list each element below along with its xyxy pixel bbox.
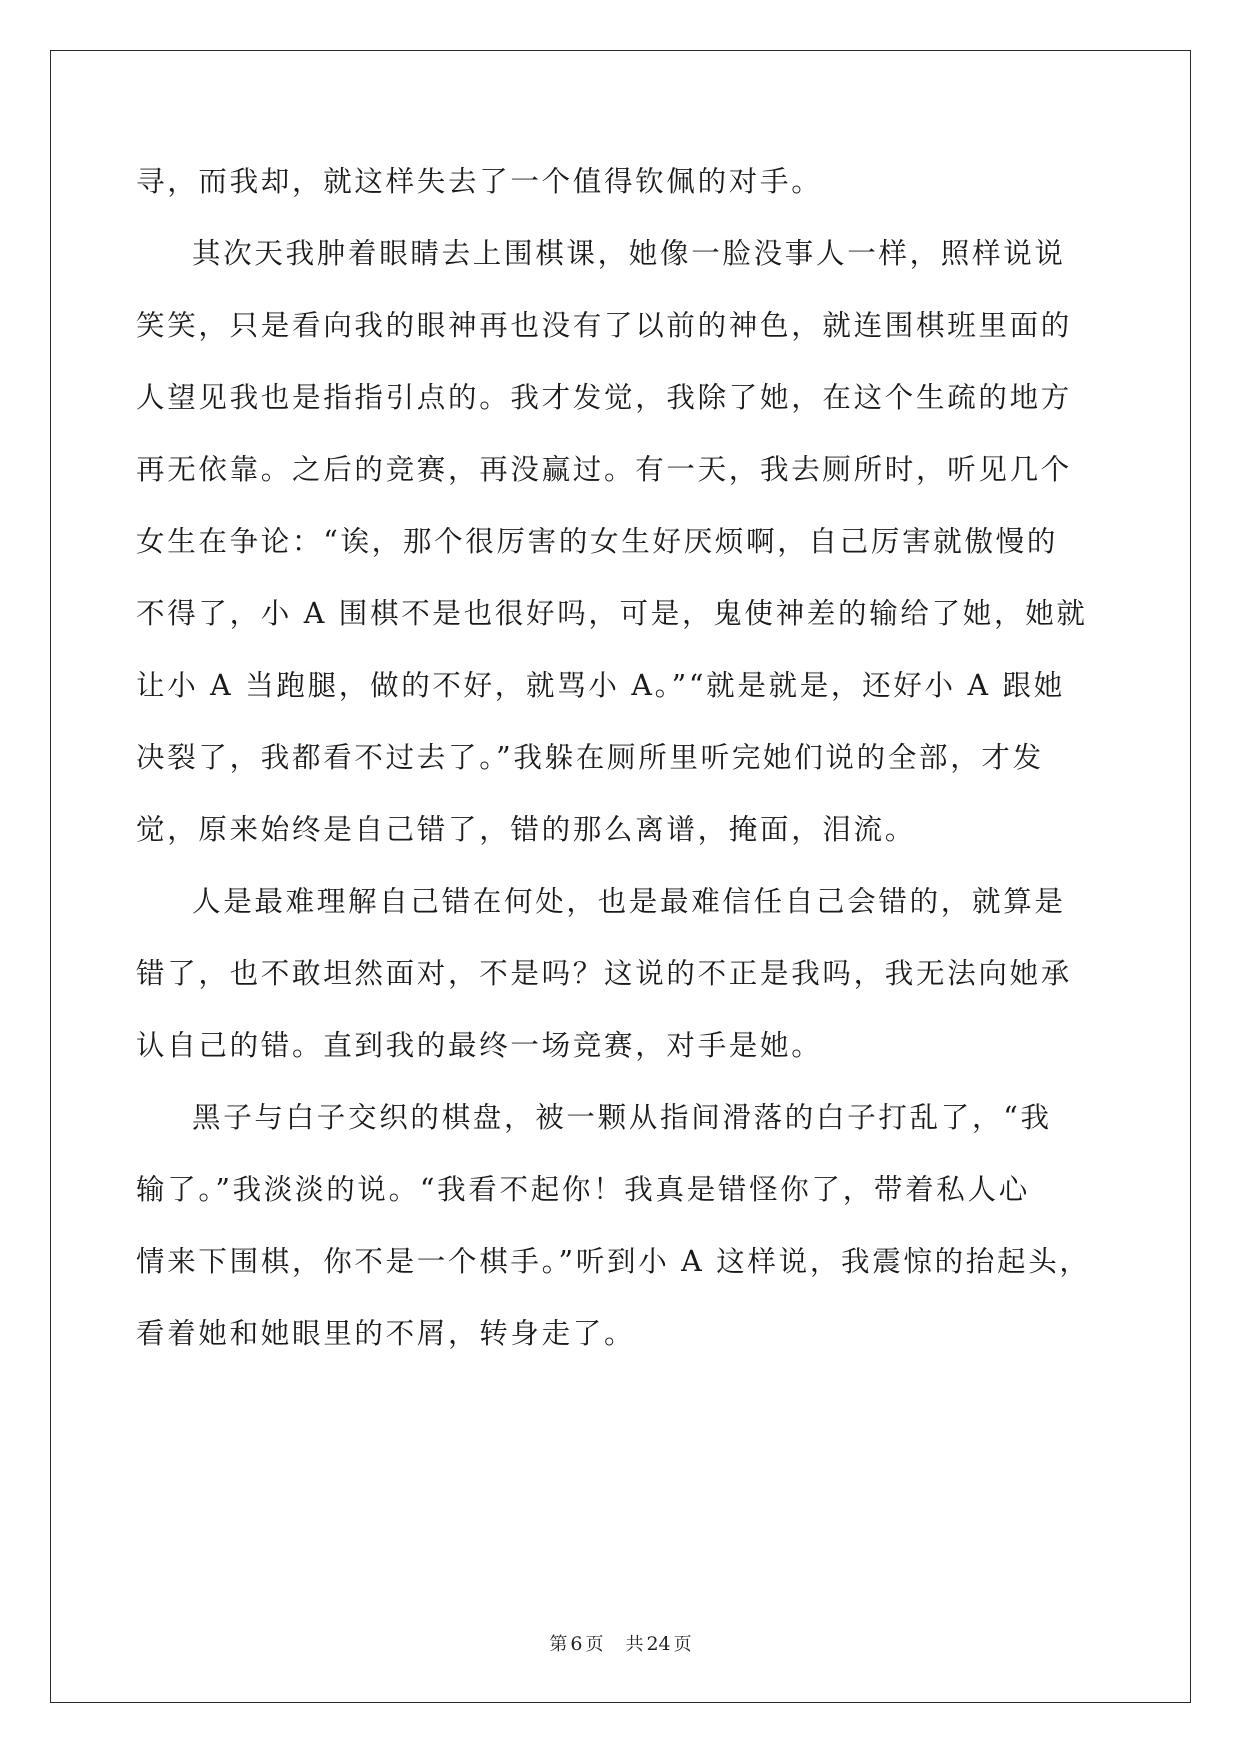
page-number: 6 (570, 1633, 583, 1655)
paragraph-start-line: 人是最难理解自己错在何处，也是最难信任自己会错的，就算是 (192, 885, 1066, 918)
total-pages: 24 (646, 1633, 671, 1655)
text-line: 再无依靠。之后的竞赛，再没赢过。有一天，我去厕所时，听见几个 (136, 453, 1073, 486)
page-suffix: 页 (585, 1634, 604, 1655)
text-line: 看着她和她眼里的不屑，转身走了。 (136, 1317, 636, 1350)
page-prefix: 第 (549, 1634, 568, 1655)
total-suffix: 页 (673, 1634, 692, 1655)
text-line: 让小 A 当跑腿，做的不好，就骂小 A。”“就是就是，还好小 A 跟她 (136, 669, 1065, 702)
text-line: 人望见我也是指指引点的。我才发觉，我除了她，在这个生疏的地方 (136, 381, 1073, 414)
text-line: 情来下围棋，你不是一个棋手。”听到小 A 这样说，我震惊的抬起头， (136, 1245, 1091, 1278)
text-line: 错了，也不敢坦然面对，不是吗？这说的不正是我吗，我无法向她承 (136, 957, 1073, 990)
paragraph-start-line: 其次天我肿着眼睛去上围棋课，她像一脸没事人一样，照样说说 (192, 237, 1066, 270)
text-line: 觉，原来始终是自己错了，错的那么离谱，掩面，泪流。 (136, 813, 917, 846)
page-footer (0, 1632, 1241, 1657)
total-prefix: 共 (625, 1634, 644, 1655)
page-border (50, 50, 1191, 1703)
text-line: 输了。”我淡淡的说。“我看不起你！我真是错怪你了，带着私人心 (136, 1173, 1030, 1206)
text-line: 寻，而我却，就这样失去了一个值得钦佩的对手。 (136, 165, 823, 198)
text-line: 认自己的错。直到我的最终一场竞赛，对手是她。 (136, 1029, 823, 1062)
text-line: 笑笑，只是看向我的眼神再也没有了以前的神色，就连围棋班里面的 (136, 309, 1073, 342)
paragraph-start-line: 黑子与白子交织的棋盘，被一颗从指间滑落的白子打乱了，“我 (192, 1101, 1052, 1134)
text-line: 不得了，小 A 围棋不是也很好吗，可是，鬼使神差的输给了她，她就 (136, 597, 1088, 630)
text-line: 决裂了，我都看不过去了。”我躲在厕所里听完她们说的全部，才发 (136, 741, 1044, 774)
text-line: 女生在争论：“诶，那个很厉害的女生好厌烦啊，自己厉害就傲慢的 (136, 525, 1059, 558)
